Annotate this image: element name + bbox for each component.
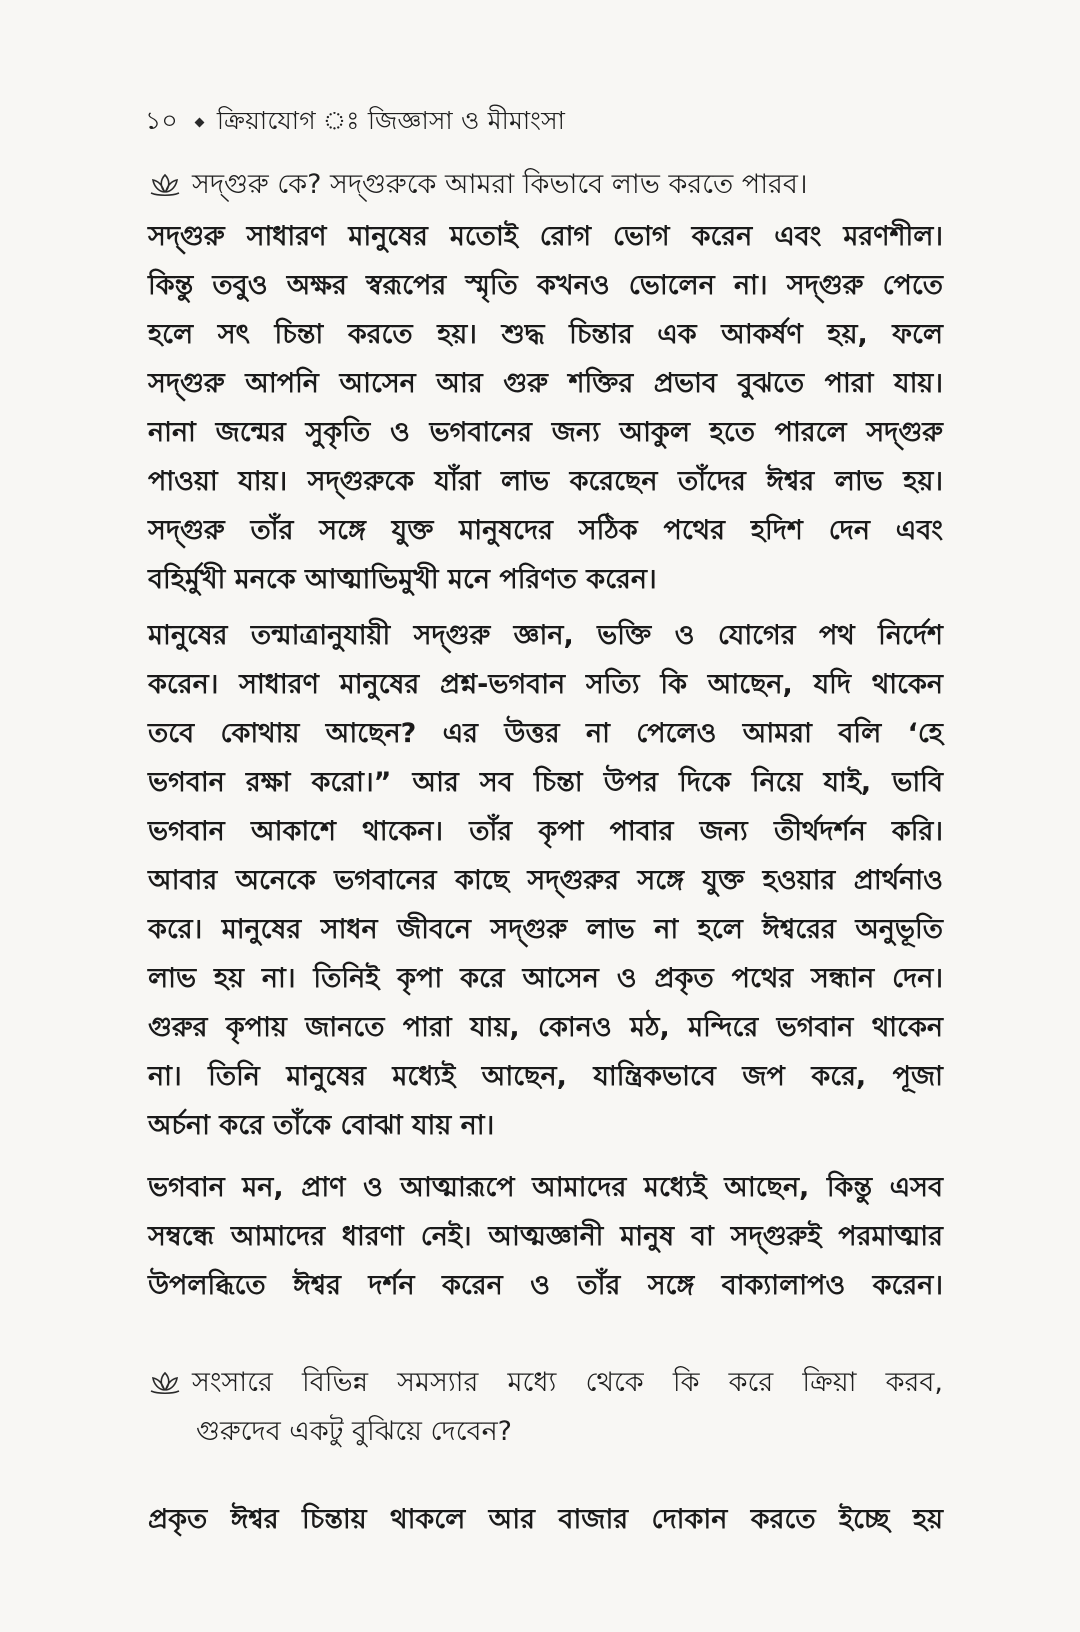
paragraph-line: অর্চনা করে তাঁকে বোঝা যায় না।: [148, 1110, 495, 1141]
paragraph-line: ভগবান রক্ষা করো।” আর সব চিন্তা উপর দিকে নিয়ে যাই, ভাবি: [148, 767, 943, 798]
answer-paragraph-4: [148, 1495, 943, 1544]
question-2: [148, 1358, 943, 1456]
paragraph-line: কিন্তু তবুও অক্ষর স্বরূপের স্মৃতি কখনও ভোলেন না। সদ্গুরু পেতে: [148, 270, 943, 301]
question-2-text-line-2: গুরুদেব একটু বুঝিয়ে দেবেন?: [196, 1416, 513, 1447]
paragraph-line: করে। মানুষের সাধন জীবনে সদ্গুরু লাভ না হলে ঈশ্বরের অনুভূতি: [148, 914, 943, 945]
question-2-line: [148, 1358, 943, 1407]
paragraph-line: সম্বন্ধে আমাদের ধারণা নেই। আত্মজ্ঞানী মানুষ বা সদ্গুরুই পরমাত্মার: [148, 1221, 943, 1252]
question-2-text-line-1: সংসারে বিভিন্ন সমস্যার মধ্যে থেকে কি করে ক্রিয়া করব,: [192, 1367, 943, 1398]
paragraph-line: সদ্গুরু তাঁর সঙ্গে যুক্ত মানুষদের সঠিক পথের হদিশ দেন এবং: [148, 515, 943, 546]
paragraph-line: করেন। সাধারণ মানুষের প্রশ্ন-ভগবান সত্যি কি আছেন, যদি থাকেন: [148, 669, 943, 700]
page-number: ১০: [145, 105, 178, 135]
answer-paragraph-1: [148, 212, 943, 604]
answer-paragraph-2: [148, 611, 943, 1150]
paragraph-line: মানুষের তন্মাত্রানুযায়ী সদ্গুরু জ্ঞান, ভক্তি ও যোগের পথ নির্দেশ: [148, 620, 943, 651]
paragraph-line: পাওয়া যায়। সদ্গুরুকে যাঁরা লাভ করেছেন তাঁদের ঈশ্বর লাভ হয়।: [148, 466, 943, 497]
question-1-line: [148, 160, 943, 209]
lotus-icon: [148, 172, 182, 198]
question-1: [148, 160, 943, 209]
question-1-text: সদ্গুরু কে? সদ্গুরুকে আমরা কিভাবে লাভ করতে পারব।: [192, 169, 808, 200]
answer-paragraph-3: [148, 1163, 943, 1310]
paragraph-line: সদ্গুরু আপনি আসেন আর গুরু শক্তির প্রভাব বুঝতে পারা যায়।: [148, 368, 943, 399]
paragraph-line: উপলব্ধিতে ঈশ্বর দর্শন করেন ও তাঁর সঙ্গে বাক্যালাপও করেন।: [148, 1270, 943, 1301]
paragraph-line: লাভ হয় না। তিনিই কৃপা করে আসেন ও প্রকৃত পথের সন্ধান দেন।: [148, 963, 943, 994]
paragraph-line: না। তিনি মানুষের মধ্যেই আছেন, যান্ত্রিকভাবে জপ করে, পূজা: [148, 1061, 943, 1092]
paragraph-line: প্রকৃত ঈশ্বর চিন্তায় থাকলে আর বাজার দোকান করতে ইচ্ছে হয়: [148, 1504, 943, 1535]
paragraph-line: ভগবান আকাশে থাকেন। তাঁর কৃপা পাবার জন্য তীর্থদর্শন করি।: [148, 816, 943, 847]
paragraph-line: হলে সৎ চিন্তা করতে হয়। শুদ্ধ চিন্তার এক আকর্ষণ হয়, ফলে: [148, 319, 943, 350]
paragraph-line: ভগবান মন, প্রাণ ও আত্মারূপে আমাদের মধ্যেই আছেন, কিন্তু এসব: [148, 1172, 943, 1203]
paragraph-line: সদ্গুরু সাধারণ মানুষের মতোই রোগ ভোগ করেন এবং মরণশীল।: [148, 221, 943, 252]
paragraph-line: বহির্মুখী মনকে আত্মাভিমুখী মনে পরিণত করেন।: [148, 564, 657, 595]
paragraph-line: নানা জন্মের সুকৃতি ও ভগবানের জন্য আকুল হতে পারলে সদ্গুরু: [148, 417, 943, 448]
paragraph-line: তবে কোথায় আছেন? এর উত্তর না পেলেও আমরা বলি ‘হে: [148, 718, 943, 749]
diamond-icon: [194, 117, 204, 127]
running-title: ক্রিয়াযোগ ঃ জিজ্ঞাসা ও মীমাংসা: [216, 105, 566, 135]
paragraph-line: গুরুর কৃপায় জানতে পারা যায়, কোনও মঠ, মন্দিরে ভগবান থাকেন: [148, 1012, 943, 1043]
running-header: [145, 102, 565, 142]
lotus-icon: [148, 1370, 182, 1396]
paragraph-line: আবার অনেকে ভগবানের কাছে সদ্গুরুর সঙ্গে যুক্ত হওয়ার প্রার্থনাও: [148, 865, 943, 896]
